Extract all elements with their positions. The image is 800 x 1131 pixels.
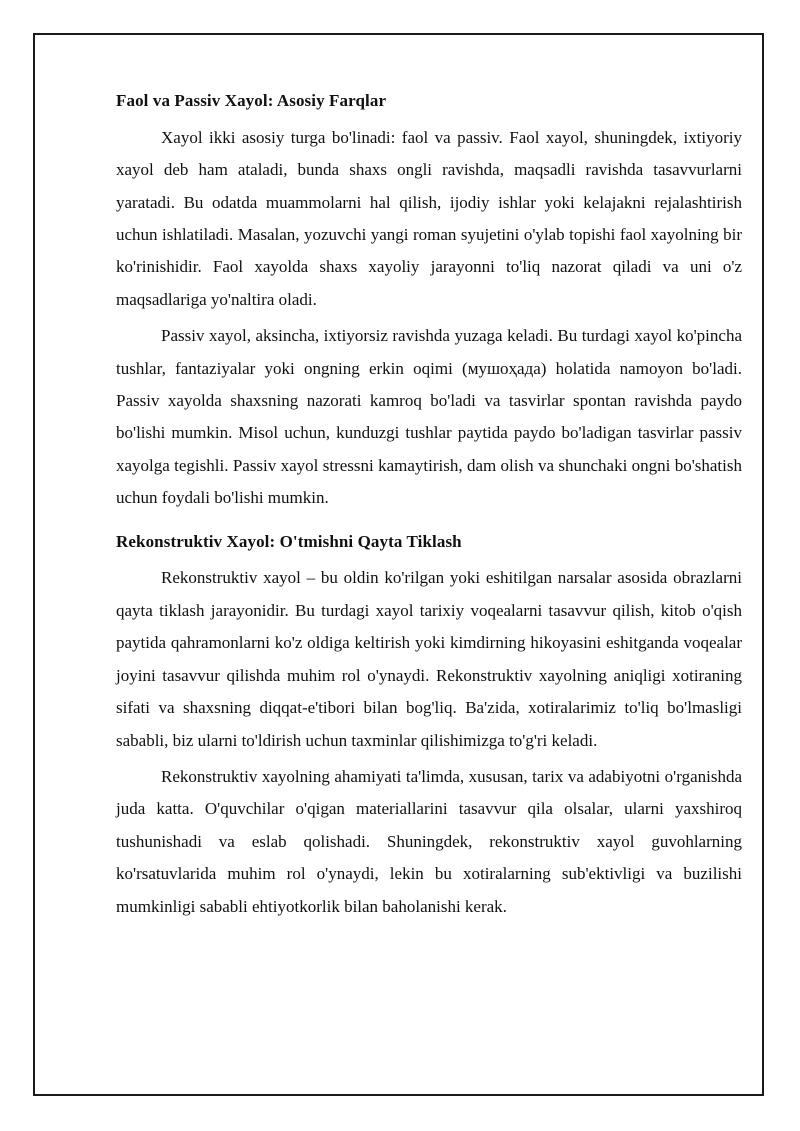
section-rekonstruktiv-xayol: [116, 530, 742, 923]
section-heading: Faol va Passiv Xayol: Asosiy Farqlar: [116, 91, 387, 110]
section-faol-passiv-xayol: [116, 89, 742, 515]
paragraph: Passiv xayol, aksincha, ixtiyorsiz ravishda yuzaga keladi. Bu turdagi xayol ko'pincha tushlar, fantaziyalar yoki ongning erkin oqimi (мушоҳада) holatida namoyon bo'ladi. Passiv xayolda shaxsning nazorati kamroq bo'ladi va tasvirlar spontan ravishda paydo bo'lishi mumkin. Misol uchun, kunduzgi tushlar paytida paydo bo'ladigan tasvirlar passiv xayolga tegishli. Passiv xayol stressni kamaytirish, dam olish va shunchaki ongni bo'shatish uchun foydali bo'lishi mumkin.: [116, 326, 742, 508]
paragraph: Xayol ikki asosiy turga bo'linadi: faol va passiv. Faol xayol, shuningdek, ixtiyoriy xayol deb ham ataladi, bunda shaxs ongli ravishda, maqsadli ravishda tasavvurlarni yaratadi. Bu odatda muammolarni hal qilish, ijodiy ishlar yoki kelajakni rejalashtirish uchun ishlatiladi. Masalan, yozuvchi yangi roman syujetini o'ylab topishi faol xayolning bir ko'rinishidir. Faol xayolda shaxs xayoliy jarayonni to'liq nazorat qiladi va uni o'z maqsadlariga yo'naltira oladi.: [116, 127, 742, 309]
paragraph: Rekonstruktiv xayol – bu oldin ko'rilgan yoki eshitilgan narsalar asosida obrazlarni qayta tiklash jarayonidir. Bu turdagi xayol tarixiy voqealarni tasavvur qilish, kitob o'qish paytida qahramonlarni ko'z oldiga keltirish yoki kimdirning hikoyasini eshitganda voqealar joyini tasavvur qilishda muhim rol o'ynaydi. Rekonstruktiv xayolning aniqligi xotiraning sifati va shaxsning diqqat-e'tibori bilan bog'liq. Ba'zida, xotiralarimiz to'liq bo'lmasligi sababli, biz ularni to'ldirish uchun taxminlar qilishimizga to'g'ri keladi.: [116, 568, 742, 750]
section-heading: Rekonstruktiv Xayol: O'tmishni Qayta Tiklash: [116, 531, 462, 551]
document-body: [116, 84, 742, 923]
paragraph: Rekonstruktiv xayolning ahamiyati ta'limda, xususan, tarix va adabiyotni o'rganishda juda katta. O'quvchilar o'qigan materiallarini tasavvur qila olsalar, ularni yaxshiroq tushunishadi va eslab qolishadi. Shuningdek, rekonstruktiv xayol guvohlarning ko'rsatuvlarida muhim rol o'ynaydi, lekin bu xotiralarning sub'ektivligi va buzilishi mumkinligi sababli ehtiyotkorlik bilan baholanishi kerak.: [116, 766, 742, 916]
